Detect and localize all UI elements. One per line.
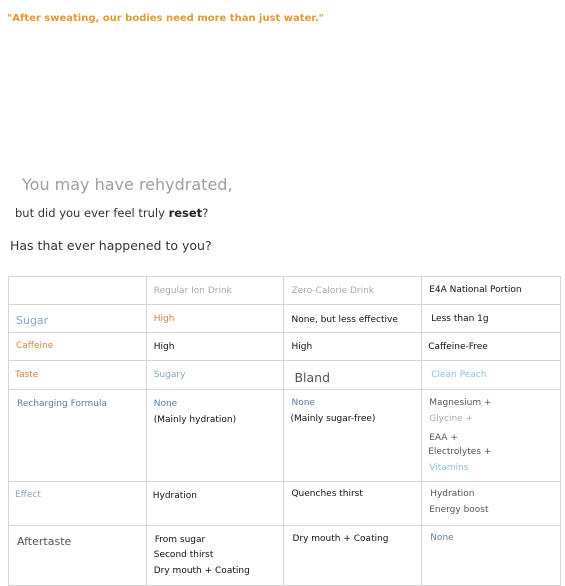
cell	[422, 333, 561, 361]
cell-text: Electrolytes +	[428, 447, 492, 457]
heading-reset-pre: but did you ever feel truly	[15, 206, 169, 220]
row-label-sugar	[9, 305, 147, 333]
cell-text: None	[430, 533, 454, 543]
quote-text: "After sweating, our bodies need more than just water."	[7, 13, 324, 24]
row-label-caffeine	[9, 333, 147, 361]
cell	[284, 526, 422, 586]
cell	[422, 361, 561, 390]
cell	[284, 333, 422, 361]
cell	[146, 526, 284, 586]
row-label-effect-text: Effect	[15, 490, 41, 500]
cell	[422, 482, 561, 526]
header-regular-ion	[146, 277, 284, 305]
cell-text: (Mainly sugar-free)	[290, 414, 376, 424]
table-row	[9, 333, 561, 361]
cell	[284, 305, 422, 333]
cell-text: High	[153, 314, 175, 324]
cell-text: High	[291, 342, 313, 352]
cell-text: Bland	[294, 370, 331, 385]
cell-text: Hydration	[430, 489, 475, 499]
cell	[422, 526, 561, 586]
table-row	[9, 390, 561, 482]
cell	[422, 305, 561, 333]
cell-text: Hydration	[152, 491, 197, 501]
cell-text: None	[291, 398, 315, 408]
cell-text: EAA +	[429, 433, 458, 443]
row-label-sugar-text: Sugar	[16, 314, 49, 327]
comparison-table	[8, 276, 561, 586]
cell	[146, 333, 284, 361]
heading-rehydrated: You may have rehydrated,	[22, 175, 233, 194]
cell-text: From sugar	[154, 535, 206, 545]
cell-text: Energy boost	[429, 505, 489, 515]
row-label-effect	[9, 482, 147, 526]
cell	[146, 361, 284, 390]
header-e4a	[422, 277, 561, 305]
cell-text: Dry mouth + Coating	[153, 566, 250, 576]
header-zero-calorie-label: Zero-Calorie Drink	[291, 286, 375, 296]
row-label-formula	[9, 390, 147, 482]
table-row	[9, 305, 561, 333]
heading-question: Has that ever happened to you?	[10, 238, 212, 253]
cell-text: None, but less effective	[291, 315, 398, 325]
cell-text: Clean Peach	[431, 370, 487, 380]
cell	[284, 390, 422, 482]
cell-text: Caffeine-Free	[428, 342, 488, 352]
row-label-caffeine-text: Caffeine	[16, 341, 54, 351]
cell-text: Glycine +	[429, 414, 474, 424]
cell-text: None	[153, 399, 178, 409]
cell-text: Sugary	[153, 370, 186, 380]
cell-text: Magnesium +	[429, 398, 492, 408]
header-zero-calorie	[284, 277, 422, 305]
heading-reset	[15, 206, 208, 220]
header-e4a-label: E4A National Portion	[429, 285, 522, 295]
table-row	[9, 526, 561, 586]
cell-text: (Mainly hydration)	[153, 415, 237, 425]
cell-text: Dry mouth + Coating	[292, 534, 389, 544]
cell-text: Quenches thirst	[291, 489, 363, 499]
cell	[146, 482, 284, 526]
header-regular-ion-label: Regular Ion Drink	[153, 286, 232, 296]
cell	[284, 482, 422, 526]
cell-text: Second thirst	[153, 550, 214, 560]
row-label-taste-text: Taste	[15, 370, 39, 380]
table-row	[9, 482, 561, 526]
header-empty	[9, 277, 147, 305]
table-header-row	[9, 277, 561, 305]
cell	[422, 390, 561, 482]
cell-text: Vitamins	[429, 463, 469, 473]
cell-text: High	[153, 342, 175, 352]
row-label-taste	[9, 361, 147, 390]
heading-reset-post: ?	[202, 206, 209, 220]
cell	[146, 305, 284, 333]
heading-reset-bold: reset	[168, 206, 203, 220]
row-label-formula-text: Recharging Formula	[17, 399, 107, 409]
row-label-aftertaste	[9, 526, 147, 586]
table-row	[9, 361, 561, 390]
cell	[284, 361, 422, 390]
cell-text: Less than 1g	[431, 314, 489, 324]
row-label-aftertaste-text: Aftertaste	[17, 535, 72, 548]
cell	[146, 390, 284, 482]
